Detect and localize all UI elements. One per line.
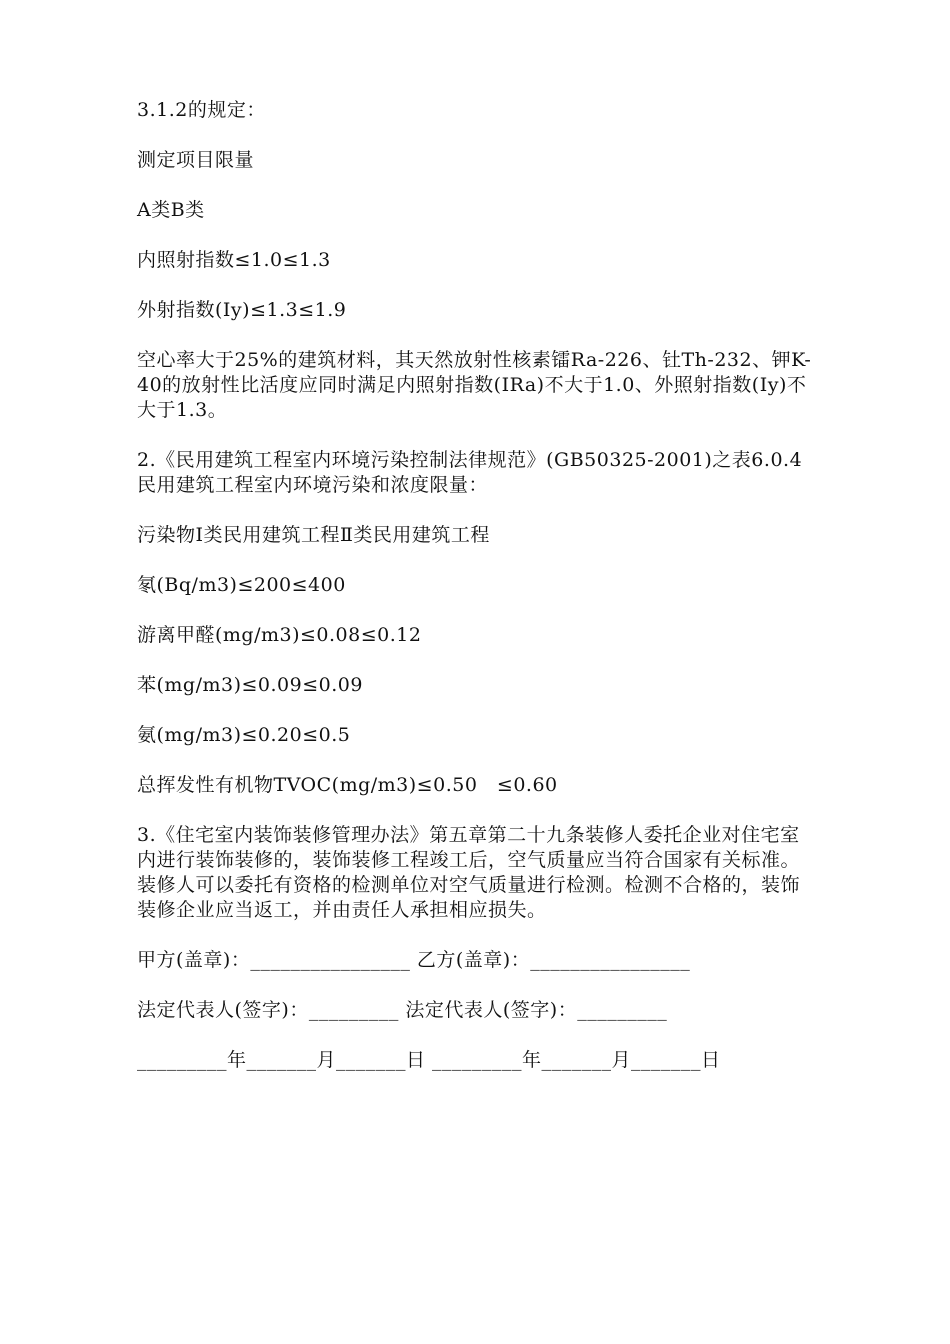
paragraph-housing-regulation: 3.《住宅室内装饰装修管理办法》第五章第二十九条装修人委托企业对住宅室内进行装饰装修的，装饰装修工程竣工后，空气质量应当符合国家有关标准。装修人可以委托有资格的检测单位对空气质量进行检测。检测不合格的，装饰装修企业应当返工，并由责任人承担相应损失。: [137, 824, 801, 921]
paragraph-radon: 氡(Bq/m3)≤200≤400: [137, 574, 346, 596]
paragraph-class-header: A类B类: [137, 199, 205, 221]
paragraph-internal-index: 内照射指数≤1.0≤1.3: [137, 249, 331, 271]
paragraph-gb50325: 2.《民用建筑工程室内环境污染控制法律规范》(GB50325-2001)之表6.0.4 民用建筑工程室内环境污染和浓度限量：: [137, 449, 809, 496]
signature-party-line: 甲方(盖章)：________________ 乙方(盖章)：________________: [137, 949, 691, 971]
paragraph-hollow-material: 空心率大于25%的建筑材料，其天然放射性核素镭Ra-226、钍Th-232、钾K-40的放射性比活度应同时满足内照射指数(IRa)不大于1.0、外照射指数(Iy)不大于1.3。: [137, 349, 812, 421]
paragraph-pollutant-header: 污染物Ⅰ类民用建筑工程Ⅱ类民用建筑工程: [137, 524, 490, 546]
paragraph-external-index: 外射指数(Iy)≤1.3≤1.9: [137, 299, 347, 321]
paragraph-clause-ref: 3.1.2的规定：: [137, 99, 266, 121]
paragraph-formaldehyde: 游离甲醛(mg/m3)≤0.08≤0.12: [137, 624, 422, 646]
signature-legal-rep-line: 法定代表人(签字)：_________ 法定代表人(签字)：_________: [137, 999, 668, 1021]
paragraph-ammonia: 氨(mg/m3)≤0.20≤0.5: [137, 724, 351, 746]
signature-date-line: _________年_______月_______日 _________年_______月_______日: [137, 1049, 721, 1071]
document-body: [137, 98, 817, 1098]
paragraph-tvoc: 总挥发性有机物TVOC(mg/m3)≤0.50 ≤0.60: [137, 774, 558, 796]
paragraph-benzene: 苯(mg/m3)≤0.09≤0.09: [137, 674, 363, 696]
paragraph-item-limit-header: 测定项目限量: [137, 149, 255, 171]
